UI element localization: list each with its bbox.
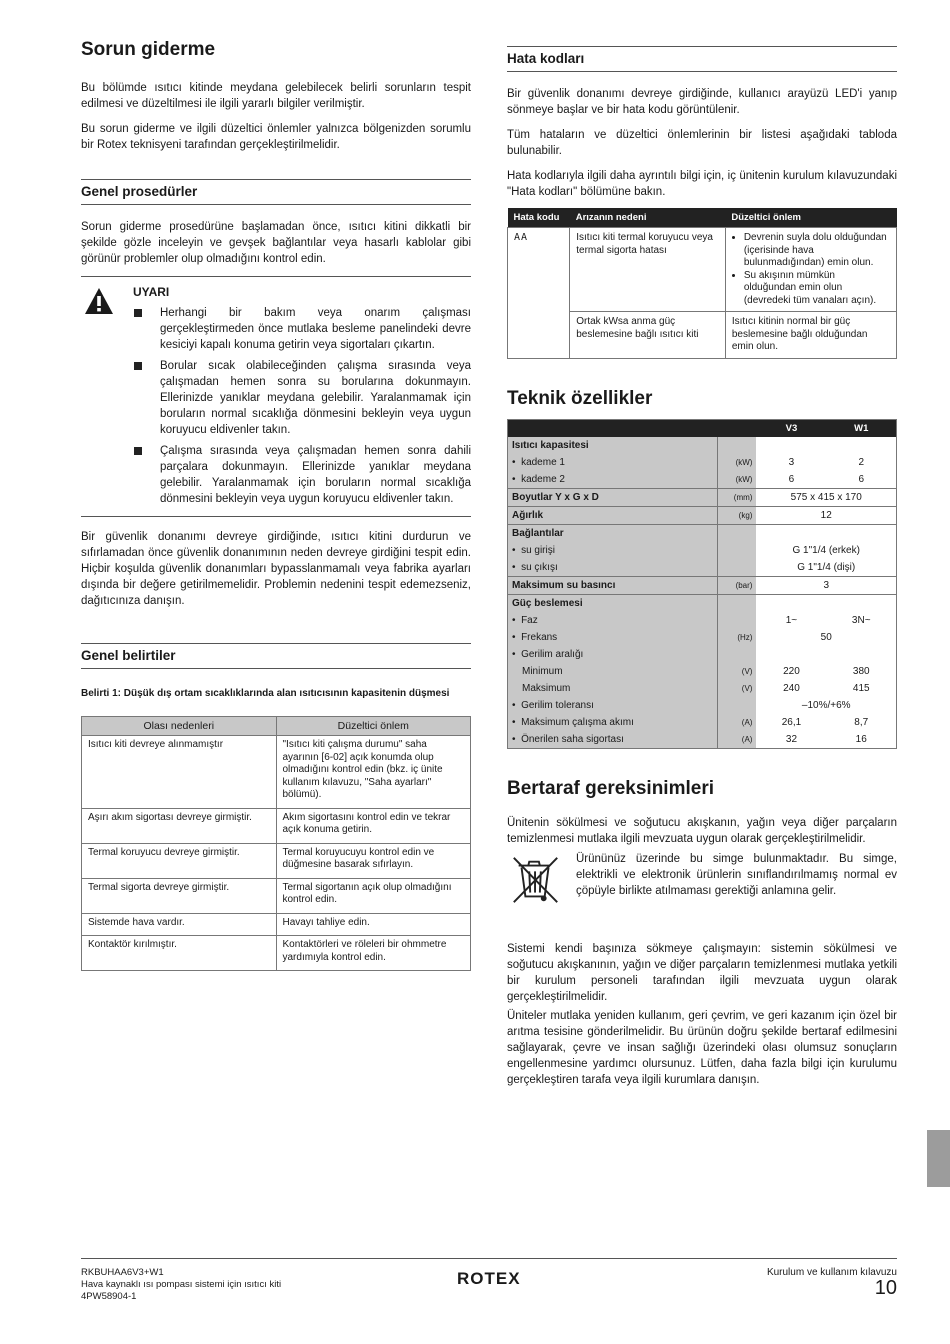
warning-item [133,443,471,507]
spec-row [508,663,897,680]
spec-label: • kademe 1 [508,454,718,471]
disposal-text: Üniteler mutlaka yeniden kullanım, geri çevrim, ve geri kazanım için özel bir arıtma tesisine gönderilmelidir. Bu ürünün doğru şekilde bertaraf edilmesini sağlayarak, çevre ve insan sağlığı üzerindeki olası olumsuz sonuçların engellenmesine yardımcı olursunuz. Lütfen, daha fazla bilgi için kurulumu gerçekleştiren tarafa veya ilgili kurumlara danışın. [507,1009,897,1086]
action-item: • Su akışının mümkün olduğundan emin olun (devredeki tüm vanaları açın). [744,270,890,308]
error-codes-table [507,208,897,359]
section-title-disposal: Bertaraf gereksinimleri [507,777,714,799]
table-row [82,913,471,936]
spec-group-label: Güç beslemesi [508,594,718,612]
col-header-w1: W1 [826,419,896,437]
spec-row [508,731,897,749]
spec-row [508,454,897,471]
spec-value: 16 [855,733,867,745]
page-number: 10 [874,1277,897,1299]
col-header-cause: Olası nedenleri [82,717,277,736]
spec-group-label: Bağlantılar [508,524,718,542]
spec-value: 575 x 415 x 170 [756,488,896,506]
action-cell: Akım sigortasını kontrol edin ve tekrar açık konuma getirin. [276,808,471,843]
section-heading-general-procedures: Genel prosedürler [81,179,471,205]
warning-item-text: Çalışma sırasında veya çalışmadan hemen sonra dahili parçalara dokunmayın. Ellerinizde yanıklar meydana gelebilir. Yaralanmamak için boruların normal sıcaklığa dönmesini bekleyin veya uygun koruyucu eldivenler takın. [160,445,471,505]
section-title-specs: Teknik özellikler [507,387,653,409]
model-code: RKBUHAA6V3+W1 [81,1267,164,1278]
spec-group-label: Isıtıcı kapasitesi [508,437,718,454]
spec-row [508,542,897,559]
intro-paragraph: Bu bölümde ısıtıcı kitinde meydana gelebilecek belirli sorunların tespit edilmesi ve düzeltilmesi ile ilgili yararlı bilgiler verilmiştir. [81,82,471,110]
cause-cell: Termal sigorta devreye girmiştir. [82,878,277,913]
action-cell: Termal sigortanın açık olup olmadığını kontrol edin. [276,878,471,913]
spec-row [508,524,897,542]
spec-value: G 1"1/4 (dişi) [797,561,856,573]
bullet-square-icon [134,362,142,370]
spec-value: 415 [852,682,870,694]
disposal-text: Ünitenin sökülmesi ve soğutucu akışkanın, yağın veya diğer parçaların temizlenmesi mutlaka ilgili mevzuata uygun olarak gerçekleştirilmelidir. [507,816,897,845]
table-row [82,936,471,971]
spec-value: 1~ [785,614,798,626]
spec-row [508,697,897,714]
bullet-square-icon [134,309,142,317]
spec-unit: (mm) [718,488,757,506]
symptom-caption: Belirti 1: Düşük dış ortam sıcaklıklarında alan ısıtıcısının kapasitenin düşmesi [81,688,450,699]
weee-symbol-text: Ürününüz üzerinde bu simge bulunmaktadır. Bu simge, elektrikli ve elektronik ürünlerin sınıflandırılmamış normal ev çöpüyle birlikte atılmaması gerektiği anlamına gelir. [576,852,897,897]
left-column [81,38,471,971]
bullet-square-icon [134,447,142,455]
spec-value: 12 [756,506,896,524]
warning-item [133,305,471,353]
page-footer [81,1258,897,1302]
spec-label: • kademe 2 [508,471,718,489]
cause-cell: Isıtıcı kiti termal koruyucu veya termal sigorta hatası [570,228,726,312]
col-header-action: Düzeltici önlem [276,717,471,736]
cause-cell: Aşırı akım sigortası devreye girmiştir. [82,808,277,843]
table-row [82,736,471,809]
table-row [82,843,471,878]
spec-value: G 1"1/4 (erkek) [792,544,860,556]
cause-cell: Isıtıcı kiti devreye alınmamıştır [82,736,277,809]
spec-value: 3N~ [851,614,871,626]
spec-unit: (kW) [718,471,757,489]
spec-value: 3 [788,456,795,468]
spec-value: 8,7 [854,716,869,728]
spec-value: 220 [783,665,800,677]
warning-item-text: Borular sıcak olabileceğinden çalışma sırasında veya çalışmadan hemen sonra su borularına dokunmayın. Ellerinizde yanıklar meydana gelebilir. Yaralanmamak için boruların normal sıcaklığa dönmesini bekleyin veya uygun koruyucu eldivenler takın. [160,360,471,436]
spec-unit: (Hz) [718,629,757,646]
warning-title: UYARI [133,285,170,299]
spec-value: 3 [756,576,896,594]
section-heading-error-codes: Hata kodları [507,46,897,72]
spec-row [508,559,897,577]
spec-unit: (bar) [718,576,757,594]
error-codes-text: Bir güvenlik donanımı devreye girdiğinde, kullanıcı arayüzü LED'i yanıp sönmeye başlar ve bir hata kodu görüntülenir. [507,88,897,116]
warning-item-text: Herhangi bir bakım veya onarım çalışması gerçekleştirmeden önce mutlaka besleme panelindeki devre kesiciyi kapalı konuma getirin veya sigortaları çıkartın. [160,307,471,351]
warning-item [133,358,471,438]
spec-row [508,576,897,594]
symptoms-table [81,716,471,971]
spec-value: 26,1 [781,716,802,728]
table-row [508,228,897,312]
spec-label: • Faz [508,612,718,629]
warning-list [133,305,471,507]
spec-value: 240 [783,682,800,694]
col-header-action: Düzeltici önlem [725,208,896,228]
spec-row [508,680,897,697]
spec-value: 2 [858,456,865,468]
col-header-code: Hata kodu [508,208,570,228]
table-row [82,878,471,913]
spec-row [508,437,897,454]
table-row [82,808,471,843]
footer-left [81,1267,281,1303]
cause-cell: Kontaktör kırılmıştır. [82,936,277,971]
warning-triangle-icon [84,287,114,315]
spec-label: • Gerilim aralığı [508,646,718,663]
spec-label: • Maksimum çalışma akımı [508,714,718,731]
spec-row [508,612,897,629]
spec-group-label: Maksimum su basıncı [508,576,718,594]
action-item: • Devrenin suyla dolu olduğundan (içerisinde hava bulunmadığından) emin olun. [744,232,890,270]
safety-text: Bir güvenlik donanımı devreye girdiğinde, ısıtıcı kitini durdurun ve sıfırlamadan önce güvenlik donanımının neden devreye girdiğini tespit edin. Hiçbir koşulda güvenlik donanımları bypasslanmamalı veya fabrika ayarları dışında bir değere getirilmemelidir. Problemin nedenini tespit edemezseniz, dağıtıcınıza danışın. [81,531,471,607]
spec-label: Minimum [508,663,718,680]
spec-label: • su çıkışı [508,559,718,577]
footer-subtitle: Hava kaynaklı ısı pompası sistemi için ısıtıcı kiti [81,1279,282,1290]
spec-unit: (V) [718,680,757,697]
weee-block [507,851,897,923]
spec-unit: (kW) [718,454,757,471]
cause-cell: Ortak kWsa anma güç beslemesine bağlı ısıtıcı kiti [570,312,726,359]
document-code: 4PW58904-1 [81,1291,137,1302]
spec-value: 50 [820,631,832,643]
spec-row [508,714,897,731]
spec-value: 6 [788,473,795,485]
action-cell: "Isıtıcı kiti çalışma durumu" saha ayarının [6-02] açık konumda olup olmadığını kontrol edin (bkz. iç ünite kullanım kılavuzu, "Saha ayarları" bölümü). [276,736,471,809]
chapter-tab [927,1130,950,1187]
spec-unit: (V) [718,663,757,680]
spec-row [508,646,897,663]
spec-row [508,506,897,524]
specs-table [507,419,897,749]
spec-value: 6 [858,473,865,485]
col-header-v3: V3 [756,419,826,437]
spec-label: Maksimum [508,680,718,697]
action-cell [725,228,896,312]
cause-cell: Sistemde hava vardır. [82,913,277,936]
rotex-logo: ROTEX [457,1269,521,1288]
spec-label: • Frekans [508,629,718,646]
spec-group-label: Boyutlar Y x G x D [508,488,718,506]
right-column [507,46,897,1097]
action-cell: Termal koruyucuyu kontrol edin ve düğmesine basarak sıfırlayın. [276,843,471,878]
spec-group-label: Ağırlık [508,506,718,524]
spec-row [508,594,897,612]
crossed-bin-icon [509,853,563,909]
spec-value: 32 [785,733,798,745]
warning-box [81,276,471,517]
spec-value: 380 [852,665,870,677]
action-cell: Isıtıcı kitinin normal bir güç beslemesine bağlı olduğundan emin olun. [725,312,896,359]
error-code-cell: AA [508,228,570,359]
spec-label: • Önerilen saha sigortası [508,731,718,749]
manual-name: Kurulum ve kullanım kılavuzu [766,1267,897,1278]
intro-paragraph: Bu sorun giderme ve ilgili düzeltici önlemler yalnızca bölgenizden sorumlu bir Rotex teknisyeni tarafından gerçekleştirilmelidir. [81,123,471,151]
spec-unit: (A) [718,731,757,749]
error-codes-text: Tüm hataların ve düzeltici önlemlerinin bir listesi aşağıdaki tabloda bulunabilir. [507,129,897,157]
spec-unit: (A) [718,714,757,731]
spec-unit: (kg) [718,506,757,524]
cause-cell: Termal koruyucu devreye girmiştir. [82,843,277,878]
spec-label: • Gerilim toleransı [508,697,718,714]
col-header-cause: Arızanın nedeni [570,208,726,228]
general-procedures-text: Sorun giderme prosedürüne başlamadan önce, ısıtıcı kitini dikkatli bir şekilde gözle inceleyin ve gevşek bağlantılar veya hasarlı kablolar gibi görünür problemler olup olmadığını kontrol edin. [81,221,471,265]
spec-label: • su girişi [508,542,718,559]
error-codes-text: Hata kodlarıyla ilgili daha ayrıntılı bilgi için, iç ünitenin kurulum kılavuzundaki "Hata kodları" bölümüne bakın. [507,170,897,198]
spec-value: –10%/+6% [801,699,851,711]
action-cell: Havayı tahliye edin. [276,913,471,936]
spec-row [508,629,897,646]
section-heading-general-symptoms: Genel belirtiler [81,643,471,669]
page-title: Sorun giderme [81,39,216,60]
action-cell: Kontaktörleri ve röleleri bir ohmmetre yardımıyla kontrol edin. [276,936,471,971]
disposal-text: Sistemi kendi başınıza sökmeye çalışmayın: sistemin sökülmesi ve soğutucu akışkanının, yağın ve diğer parçaların temizlenmesi mutlaka yetkili bir kurulum personeli tarafından ilgili mevzuata uygun olarak gerçekleştirilmelidir. [507,942,897,1003]
spec-row [508,488,897,506]
spec-row [508,471,897,489]
